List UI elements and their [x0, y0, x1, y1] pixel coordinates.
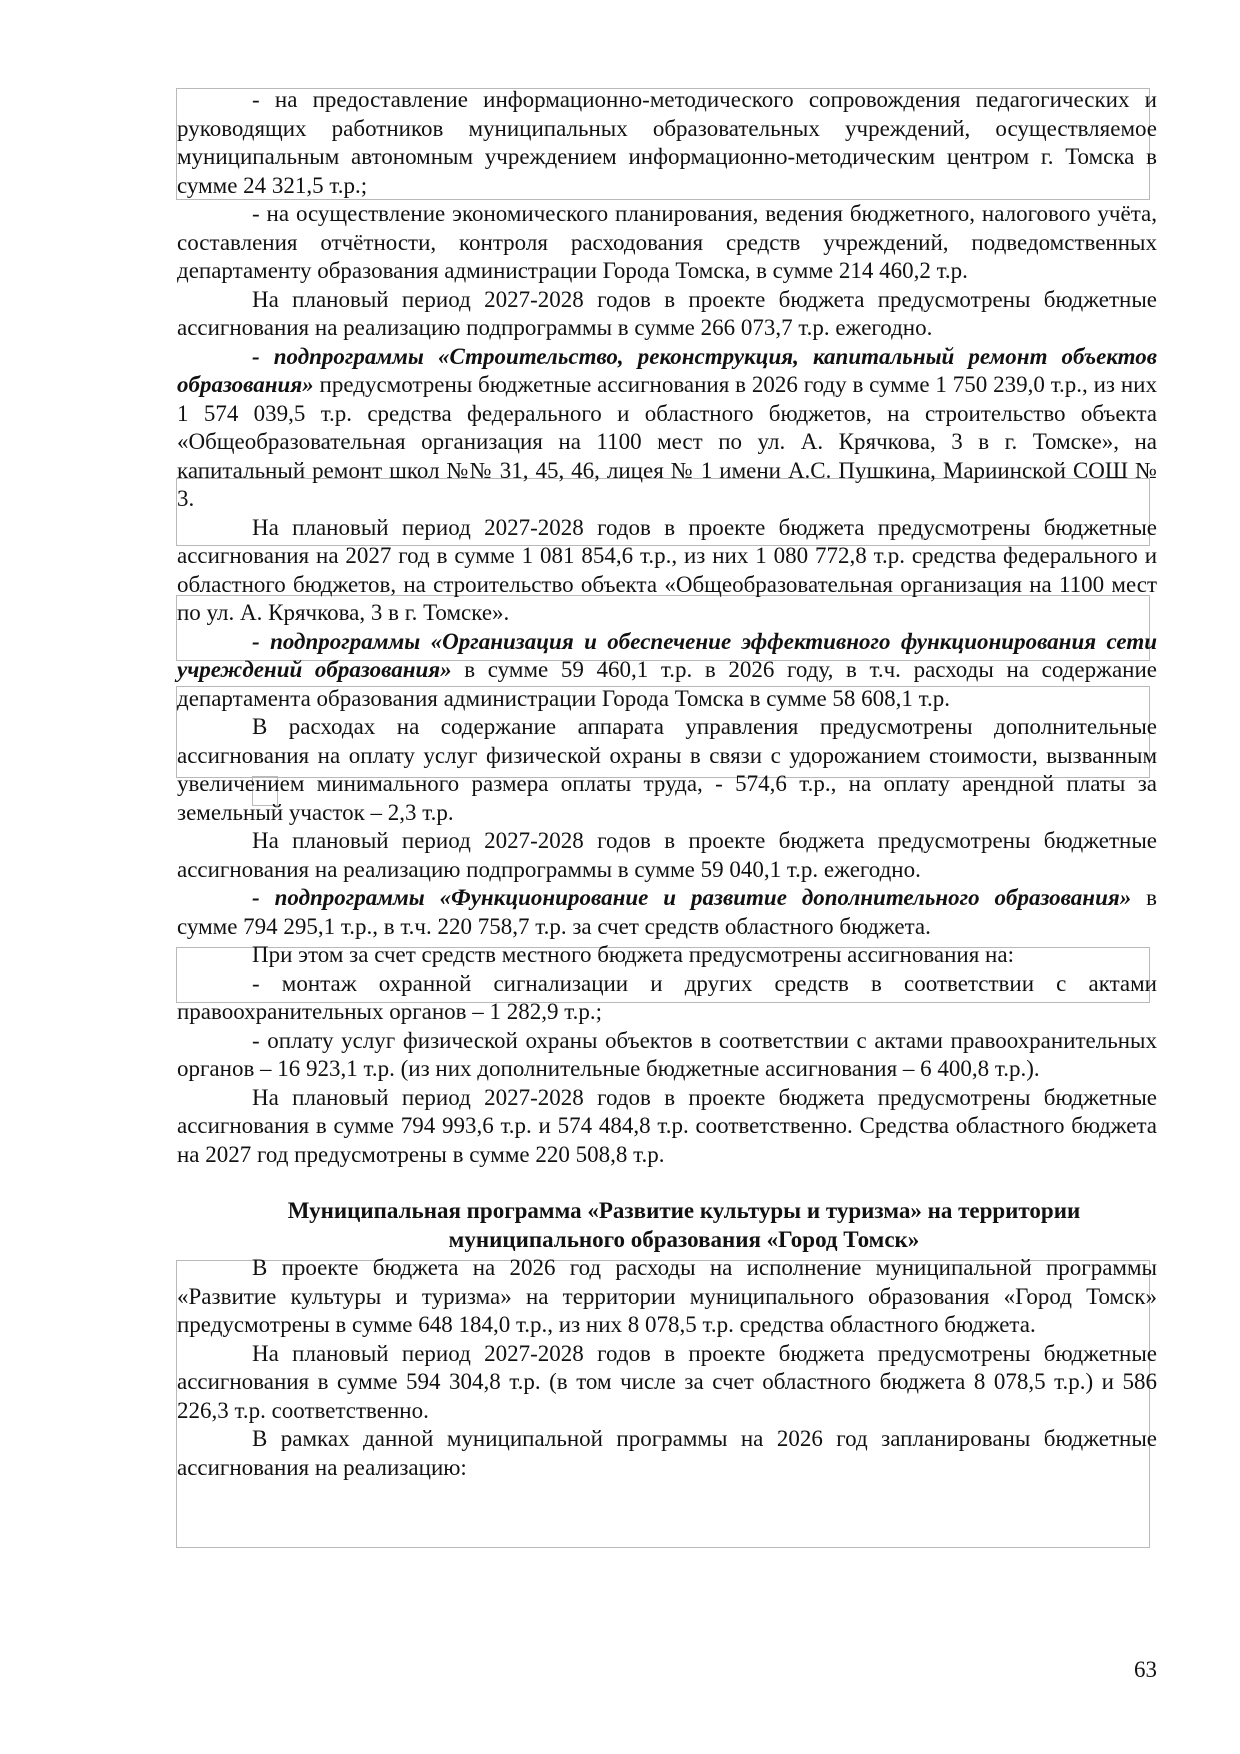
paragraph-local-budget: При этом за счет средств местного бюджета предусмотрены ассигнования на:	[252, 942, 1014, 967]
section-spacer	[177, 1169, 1157, 1197]
paragraph-additional-education-subprogram	[177, 884, 1157, 941]
paragraph-plan-period-4: На плановый период 2027-2028 годов в проекте бюджета предусмотрены бюджетные ассигнования в сумме 794 993,6 т.р. и 574 484,8 т.р. соответственно. Средства областного бюджета на 2027 год предусмотрены в сумме 220 508,8 т.р.	[177, 1084, 1157, 1167]
paragraph-imc-support: - на предоставление информационно-методического сопровождения педагогических и руководящих работников муниципальных образовательных учреждений, осуществляемое муниципальным автономным учреждением информационно-методическим центром г. Томска в сумме 24 321,5 т.р.;	[177, 87, 1157, 198]
subprogram-title-additional-education: - подпрограммы «Функционирование и развитие дополнительного образования»	[252, 885, 1132, 910]
paragraph-economic-planning: - на осуществление экономического планирования, ведения бюджетного, налогового учёта, составления отчётности, контроля расходования средств учреждений, подведомственных департаменту образования администрации Города Томска, в сумме 214 460,2 т.р.	[177, 201, 1157, 283]
subprogram-text-construction: предусмотрены бюджетные ассигнования в 2026 году в сумме 1 750 239,0 т.р., из них 1 574 039,5 т.р. средства федерального и областного бюджетов, на строительство объекта «Общеобразовательная организация на 1100 мест по ул. А. Крячкова, 3 в г. Томске», на капитальный ремонт школ №№ 31, 45, 46, лицея № 1 имени А.С. Пушкина, Мариинской СОШ № 3.	[177, 372, 1157, 511]
subprogram-text-additional-education: в сумме 794 295,1 т.р., в т.ч. 220 758,7 т.р. за счет средств областного бюджета.	[177, 885, 1157, 939]
paragraph-construction-subprogram	[177, 343, 1157, 514]
subprogram-title-network: - подпрограммы «Организация и обеспечение эффективного функционирования сети учреждений образования»	[177, 628, 1157, 682]
paragraph-culture-framework: В рамках данной муниципальной программы на 2026 год запланированы бюджетные ассигнования на реализацию:	[177, 1426, 1157, 1480]
paragraph-alarm-installation: - монтаж охранной сигнализации и других средств в соответствии с актами правоохранительных органов – 1 282,9 т.р.;	[177, 970, 1157, 1024]
section-heading-culture: Муниципальная программа «Развитие культуры и туризма» на территории муниципального образования «Город Томск»	[287, 1198, 1081, 1252]
paragraph-admin-expenses: В расходах на содержание аппарата управления предусмотрены дополнительные ассигнования на оплату услуг физической охраны в связи с удорожанием стоимости, вызванным увеличением минимального размера оплаты труда, - 574,6 т.р., на оплату арендной платы за земельный участок – 2,3 т.р.	[177, 714, 1157, 825]
page-number: 63	[1134, 1657, 1157, 1682]
paragraph-culture-plan-period: На плановый период 2027-2028 годов в проекте бюджета предусмотрены бюджетные ассигнования в сумме 594 304,8 т.р. (в том числе за счет областного бюджета 8 078,5 т.р.) и 586 226,3 т.р. соответственно.	[177, 1340, 1157, 1423]
subprogram-text-network: в сумме 59 460,1 т.р. в 2026 году, в т.ч. расходы на содержание департамента образования администрации Города Томска в сумме 58 608,1 т.р.	[177, 657, 1157, 711]
subprogram-title-construction: - подпрограммы «Строительство, реконструкция, капитальный ремонт объектов образования»	[177, 343, 1157, 397]
paragraph-plan-period-3: На плановый период 2027-2028 годов в проекте бюджета предусмотрены бюджетные ассигнования на реализацию подпрограммы в сумме 59 040,1 т.р. ежегодно.	[177, 828, 1157, 882]
document-page	[177, 86, 1157, 1482]
paragraph-plan-period-1: На плановый период 2027-2028 годов в проекте бюджета предусмотрены бюджетные ассигнования на реализацию подпрограммы в сумме 266 073,7 т.р. ежегодно.	[177, 286, 1157, 340]
paragraph-culture-2026: В проекте бюджета на 2026 год расходы на исполнение муниципальной программы «Развитие культуры и туризма» на территории муниципального образования «Город Томск» предусмотрены в сумме 648 184,0 т.р., из них 8 078,5 т.р. средства областного бюджета.	[177, 1255, 1157, 1337]
paragraph-plan-period-2: На плановый период 2027-2028 годов в проекте бюджета предусмотрены бюджетные ассигнования на 2027 год в сумме 1 081 854,6 т.р., из них 1 080 772,8 т.р. средства федерального и областного бюджетов, на строительство объекта «Общеобразовательная организация на 1100 мест по ул. А. Крячкова, 3 в г. Томске».	[177, 514, 1157, 625]
paragraph-physical-security: - оплату услуг физической охраны объектов в соответствии с актами правоохранительных органов – 16 923,1 т.р. (из них дополнительные бюджетные ассигнования – 6 400,8 т.р.).	[177, 1027, 1157, 1081]
paragraph-network-subprogram	[177, 628, 1157, 714]
